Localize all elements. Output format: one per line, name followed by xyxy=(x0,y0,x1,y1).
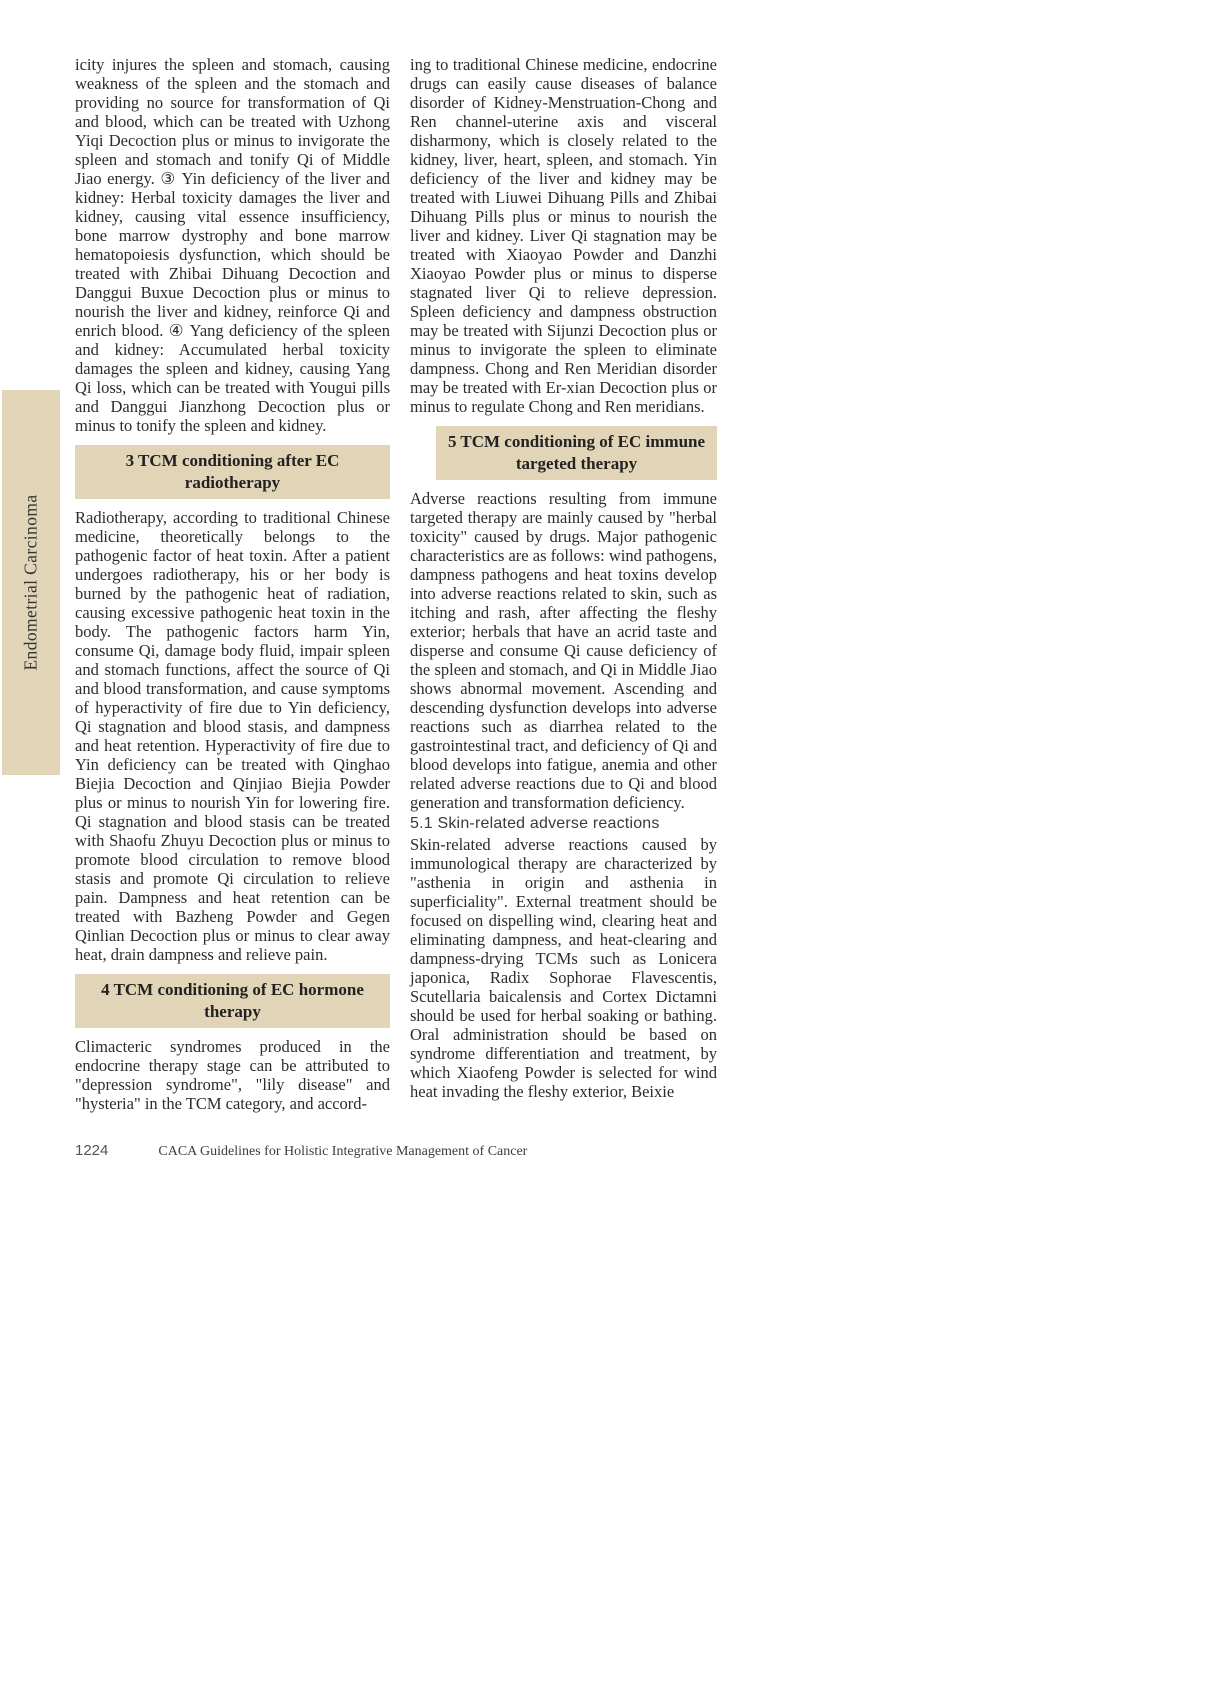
section-heading-3-radiotherapy: 3 TCM conditioning after EC radiotherapy xyxy=(75,445,390,499)
right-text-column xyxy=(410,55,717,1101)
left-text-column xyxy=(75,55,390,1113)
chapter-side-band xyxy=(2,390,60,775)
section-heading-5-immune-targeted-therapy: 5 TCM conditioning of EC immune targeted therapy xyxy=(436,426,717,480)
chapter-label-vertical: Endometrial Carcinoma xyxy=(20,494,41,671)
paragraph-radiotherapy-conditioning: Radiotherapy, according to traditional Chinese medicine, theoretically belongs to the pathogenic factor of heat toxin. After a patient undergoes radiotherapy, his or her body is burned by the pathogenic heat of radiation, causing excessive pathogenic heat toxin in the body. The pathogenic factors harm Yin, consume Qi, damage body fluid, impair spleen and stomach functions, affect the source of Qi and blood transformation, and cause symptoms of hyperactivity of fire due to Yin deficiency, Qi stagnation and blood stasis, and dampness and heat retention. Hyperactivity of fire due to Yin deficiency can be treated with Qinghao Biejia Decoction and Qinjiao Biejia Powder plus or minus to nourish Yin for lowering fire. Qi stagnation and blood stasis can be treated with Shaofu Zhuyu Decoction plus or minus to promote blood circulation to remove blood stasis and promote Qi circulation to relieve pain. Dampness and heat retention can be treated with Bazheng Powder and Gegen Qinlian Decoction plus or minus to clear away heat, drain dampness and relieve pain. xyxy=(75,508,390,964)
running-title: CACA Guidelines for Holistic Integrative Management of Cancer xyxy=(158,1144,528,1159)
page-number: 1224 xyxy=(75,1142,109,1159)
page-footer xyxy=(75,1142,527,1160)
paragraph-hormone-therapy-continued: ing to traditional Chinese medicine, endocrine drugs can easily cause diseases of balance disorder of Kidney-Menstruation-Chong and Ren channel-uterine axis and visceral disharmony, which is closely related to the kidney, liver, heart, spleen, and stomach. Yin deficiency of the liver and kidney may be treated with Liuwei Dihuang Pills and Zhibai Dihuang Pills plus or minus to nourish the liver and kidney. Liver Qi stagnation may be treated with Xiaoyao Powder and Danzhi Xiaoyao Powder plus or minus to disperse stagnated liver Qi to relieve depression. Spleen deficiency and dampness obstruction may be treated with Sijunzi Decoction plus or minus to invigorate the spleen to eliminate dampness. Chong and Ren Meridian disorder may be treated with Er-xian Decoction plus or minus to regulate Chong and Ren meridians. xyxy=(410,55,717,416)
paragraph-immune-targeted-therapy: Adverse reactions resulting from immune targeted therapy are mainly caused by "herbal toxicity" caused by drugs. Major pathogenic characteristics are as follows: wind pathogens, dampness pathogens and heat toxins develop into adverse reactions related to skin, such as itching and rash, after affecting the fleshy exterior; herbals that have an acrid taste and disperse and consume Qi cause deficiency of the spleen and stomach, and Qi in Middle Jiao shows abnormal movement. Ascending and descending dysfunction develops into adverse reactions such as diarrhea related to the gastrointestinal tract, and deficiency of Qi and blood develops into fatigue, anemia and other related adverse reactions due to Qi and blood generation and transformation deficiency. xyxy=(410,489,717,812)
paragraph-herbal-toxicity-continuation: icity injures the spleen and stomach, causing weakness of the spleen and the stomach and providing no source for transformation of Qi and blood, which can be treated with Uzhong Yiqi Decoction plus or minus to invigorate the spleen and stomach and tonify Qi of Middle Jiao energy. ③ Yin deficiency of the liver and kidney: Herbal toxicity damages the liver and kidney, causing vital essence insufficiency, bone marrow dystrophy and bone marrow hematopoiesis dysfunction, which should be treated with Zhibai Dihuang Decoction and Danggui Buxue Decoction plus or minus to nourish the liver and kidney, reinforce Qi and enrich blood. ④ Yang deficiency of the spleen and kidney: Accumulated herbal toxicity damages the spleen and kidney, causing Yang Qi loss, which can be treated with Yougui pills and Danggui Jianzhong Decoction plus or minus to tonify the spleen and kidney. xyxy=(75,55,390,435)
subsection-heading-5-1-skin-reactions: 5.1 Skin-related adverse reactions xyxy=(410,815,660,832)
paragraph-hormone-therapy: Climacteric syndromes produced in the endocrine therapy stage can be attributed to "depression syndrome", "lily disease" and "hysteria" in the TCM category, and accord- xyxy=(75,1037,390,1113)
paragraph-skin-related-reactions: Skin-related adverse reactions caused by immunological therapy are characterized by "asthenia in origin and asthenia in superficiality". External treatment should be focused on dispelling wind, clearing heat and eliminating dampness, and heat-clearing and dampness-drying TCMs such as Lonicera japonica, Radix Sophorae Flavescentis, Scutellaria baicalensis and Cortex Dictamni should be used for herbal soaking or bathing. Oral administration should be based on syndrome differentiation and treatment, by which Xiaofeng Powder is selected for wind heat invading the fleshy exterior, Beixie xyxy=(410,835,717,1101)
section-heading-4-hormone-therapy: 4 TCM conditioning of EC hormone therapy xyxy=(75,974,390,1028)
